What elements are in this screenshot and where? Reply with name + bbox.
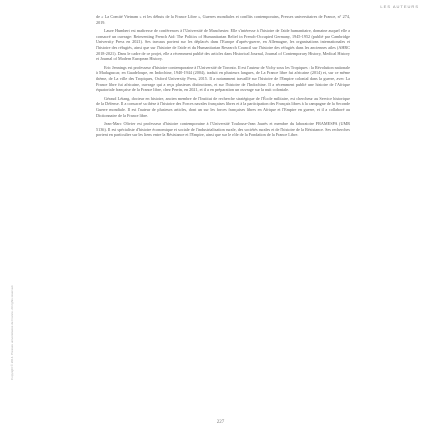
- body-text: [96, 14, 350, 138]
- text-column: [96, 14, 350, 141]
- page-number: 227: [216, 420, 225, 425]
- paragraph: Laure Humbert est maîtresse de conférences à l'Université de Manchester. Elle s'intéresse à l'histoire de l'aide humanitaire, domaine auquel elle a consacré un ouvrage: Reinventing French Aid: The Politics of Humanitarian Relief in French-Occupied Germany, 1945-1952 (publié par Cambridge University Press en 2021). Ses travaux portent sur les déplacés dans l'Europe d'après-guerre, en Allemagne, les organisations internationales et l'histoire des réfugiés, ainsi que sur l'histoire de l'aide et du Humanitarian Research Council sur l'histoire des réfugiés dans les anciennes ailes (AHRC 2018-2021). Dans le cadre de ce projet, elle a récemment publié des articles dans Historical Journal, Journal of Contemporary History, Medical History et Journal of Modern European History.: [96, 28, 350, 62]
- paragraph: Jean-Marc Olivier est professeur d'histoire contemporaine à l'Université Toulouse-Jean Jaurès et membre du laboratoire FRAMESPA (UMR 5136). Il est spécialiste d'histoire économique et sociale de l'industrialisation rurale, des sociétés rurales et de l'histoire de la Résistance. Ses recherches portent en particulier sur les liens entre la Résistance et l'Empire, ainsi que sur le rôle de la Fondation de la France Libre.: [96, 121, 350, 138]
- running-head: LES AUTEURS: [380, 4, 419, 9]
- paragraph: de « La Comité Vietnam » et les débuts de la France Libre », Guerres mondiales et conflits contemporains, Presses universitaires de France, n° 274, 2019.: [96, 14, 350, 25]
- paragraph: Géraud Létang, docteur en histoire, ancien membre de l'Institut de recherche stratégique de l'École militaire, est chercheur au Service historique de la Défense. Il a consacré sa thèse à l'histoire des Forces navales françaises libres et à la participation des Français libres à la campagne de la Seconde Guerre mondiale. Il est l'auteur de plusieurs articles, dont un sur les forces françaises libres en Afrique et l'Empire en guerre, et il a collaboré au Dictionnaire de la France libre.: [96, 95, 350, 118]
- side-copyright-note: [10, 150, 16, 380]
- side-copyright-text: Copyright © 2014. Presses universitaires de France. All rights reserved.: [10, 284, 14, 380]
- paragraph: Eric Jennings est professeur d'histoire contemporaine à l'Université de Toronto. Il est l'auteur de Vichy sous les Tropiques : la Révolution nationale à Madagascar, en Guadeloupe, en Indochine, 1940-1944 (2004), traduit en plusieurs langues, de La France libre fut africaine (2014) et, sur ce même thème, de La ville des Tropiques, Oxford University Press, 2015. Il a notamment travaillé sur l'histoire de l'Empire colonial dans la guerre, avec La France libre fut africaine, ouvrage qui a reçu plusieurs distinctions, et sur l'histoire de l'Indochine. Il a récemment publié une histoire de l'Afrique équatoriale française de la France libre, chez Perrin, en 2021, et il a en préparation un ouvrage sur la nuit coloniale.: [96, 64, 350, 93]
